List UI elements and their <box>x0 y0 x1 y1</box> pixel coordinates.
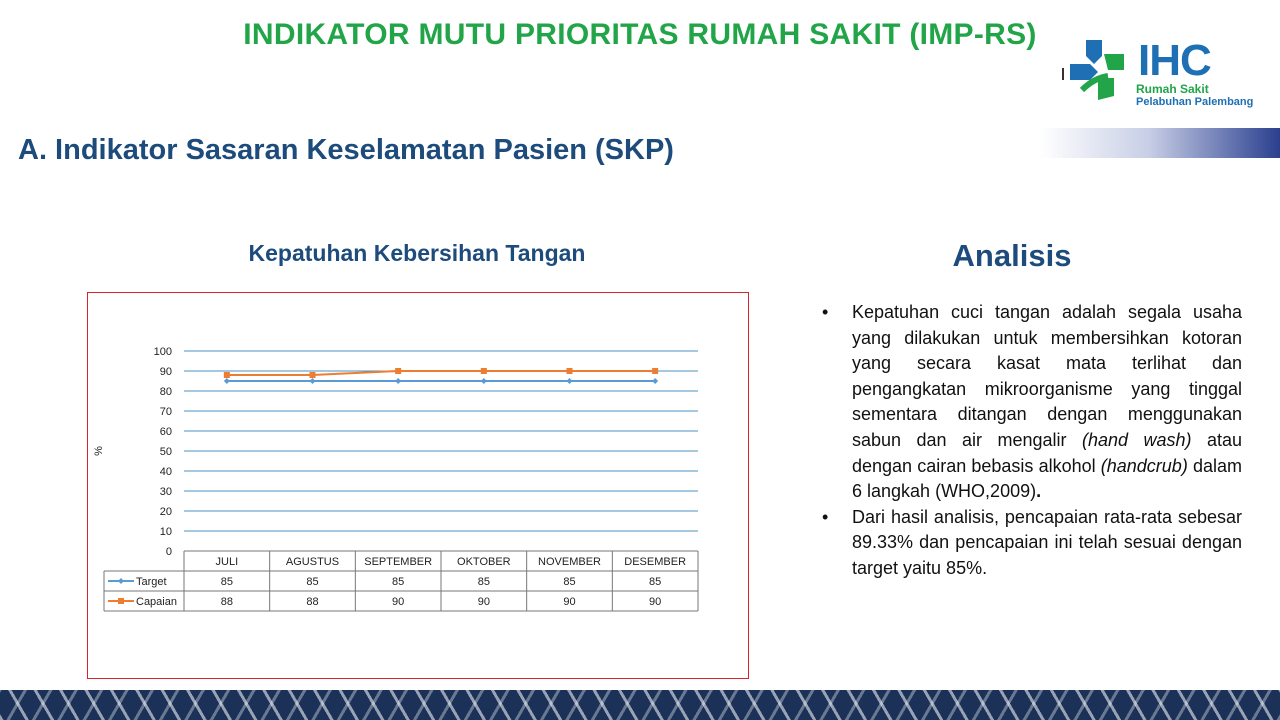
x-tick-label: NOVEMBER <box>538 556 601 568</box>
logo-divider <box>1062 68 1064 80</box>
y-tick-label: 0 <box>165 546 172 558</box>
line-chart <box>88 293 750 680</box>
logo-name: IHC <box>1138 36 1211 85</box>
analysis-heading: Analisis <box>952 238 1072 273</box>
y-axis-label: % <box>93 446 105 456</box>
legend-label: Target <box>136 576 167 588</box>
x-tick-label: JULI <box>215 556 239 568</box>
y-tick-label: 60 <box>159 426 172 438</box>
table-value: 90 <box>392 596 405 608</box>
bottom-decorative-band <box>0 690 1280 720</box>
y-tick-label: 100 <box>153 346 172 358</box>
chart-frame <box>87 292 749 679</box>
bullet1-text-b: atau dengan cairan bebasis alkohol <box>852 429 1242 476</box>
x-tick-label: OKTOBER <box>457 556 511 568</box>
analysis-list <box>820 300 1242 582</box>
table-value: 90 <box>477 596 490 608</box>
bullet1-italic-b: (handcrub) <box>1100 455 1188 476</box>
y-tick-label: 40 <box>159 466 172 478</box>
bullet1-text-d: WHO,2009) <box>941 481 1037 502</box>
legend-label: Capaian <box>136 596 177 608</box>
data-point <box>224 372 230 378</box>
data-point <box>567 378 573 384</box>
cross-logo-icon <box>1064 34 1136 106</box>
table-value: 90 <box>649 596 662 608</box>
data-point <box>481 378 487 384</box>
y-tick-label: 30 <box>159 486 172 498</box>
data-point <box>310 378 316 384</box>
x-tick-label: AGUSTUS <box>285 556 340 568</box>
data-point <box>481 368 487 374</box>
y-tick-label: 90 <box>159 366 172 378</box>
data-point <box>224 378 230 384</box>
y-tick-label: 20 <box>159 506 172 518</box>
legend-marker <box>118 578 124 584</box>
ihc-logo <box>1062 32 1272 112</box>
table-value: 85 <box>220 576 233 588</box>
bullet1-text-a: Kepatuhan cuci tangan adalah segala usaha yang dilakukan untuk membersihkan kotoran yang secara kasat mata terlihat dan pengangkatan mikroorganisme yang tinggal sementara ditangan dengan menggunakan sabun dan air mengalir <box>852 302 1242 450</box>
table-value: 85 <box>392 576 405 588</box>
data-point <box>652 378 658 384</box>
table-value: 88 <box>220 596 233 608</box>
chart-title: Kepatuhan Kebersihan Tangan <box>248 240 586 266</box>
table-value: 85 <box>306 576 319 588</box>
table-value: 85 <box>563 576 576 588</box>
data-point <box>395 368 401 374</box>
table-value: 85 <box>477 576 490 588</box>
slide-title: INDIKATOR MUTU PRIORITAS RUMAH SAKIT (IMP-RS) <box>243 18 1037 51</box>
header-gradient-bar <box>1040 128 1280 158</box>
logo-subtitle-1: Rumah Sakit <box>1136 82 1209 96</box>
bullet1-text-c: dalam 6 langkah ( <box>852 455 1242 502</box>
table-value: 88 <box>306 596 319 608</box>
bullet1-italic-a: (hand wash) <box>1081 429 1192 450</box>
table-value: 90 <box>563 596 576 608</box>
analysis-bullet-1 <box>820 300 1242 505</box>
data-point <box>567 368 573 374</box>
y-tick-label: 10 <box>159 526 172 538</box>
data-point <box>310 372 316 378</box>
logo-subtitle-2: Pelabuhan Palembang <box>1136 96 1254 108</box>
series-line-capaian <box>227 371 655 375</box>
x-tick-label: DESEMBER <box>624 556 687 568</box>
y-tick-label: 70 <box>159 406 172 418</box>
legend-marker <box>118 598 124 604</box>
table-value: 85 <box>649 576 662 588</box>
y-tick-label: 80 <box>159 386 172 398</box>
y-tick-label: 50 <box>159 446 172 458</box>
analysis-bullet-2: • Dari hasil analisis, pencapaian rata-rata sebesar 89.33% dan pencapaian ini telah sesuai dengan target yaitu 85%. <box>820 505 1242 582</box>
bullet1-text-e: . <box>1036 481 1042 502</box>
x-tick-label: SEPTEMBER <box>364 556 433 568</box>
section-title: A. Indikator Sasaran Keselamatan Pasien (SKP) <box>18 134 674 166</box>
data-point <box>395 378 401 384</box>
data-point <box>652 368 658 374</box>
